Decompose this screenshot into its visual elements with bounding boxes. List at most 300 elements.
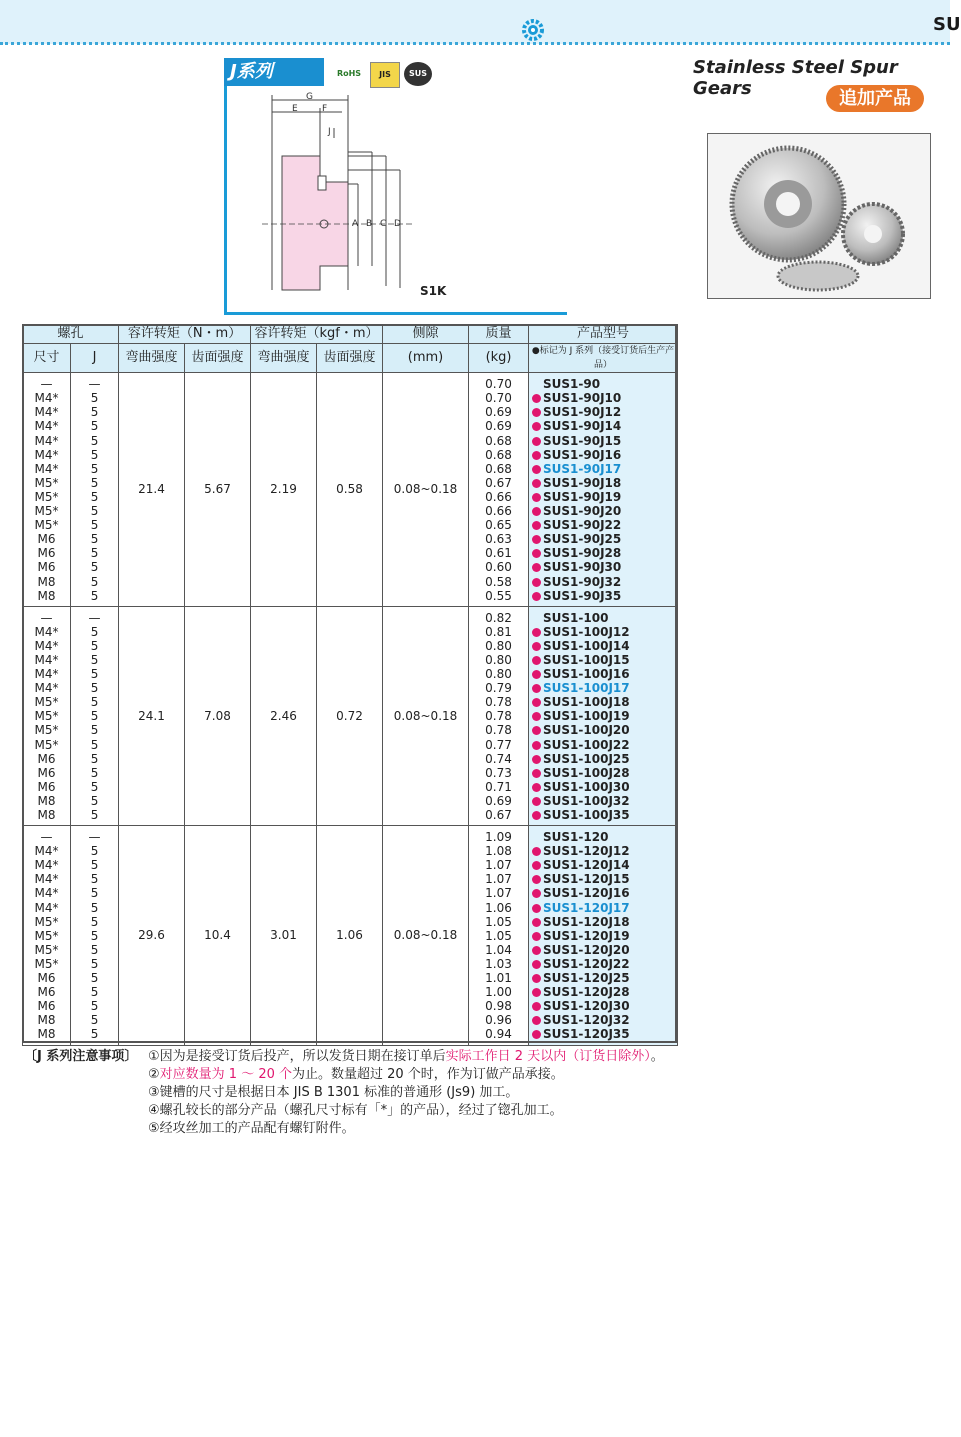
j-value: 5: [90, 765, 99, 780]
part-row: [532, 901, 677, 915]
j-value: 5: [90, 872, 99, 887]
part-row: [532, 752, 677, 766]
part-row: [532, 858, 677, 872]
part-row: [532, 808, 677, 822]
j-value: 5: [90, 419, 99, 434]
part-row: [532, 681, 677, 695]
j-series-dot-icon: [532, 493, 541, 502]
masse-value: 0.80: [485, 652, 512, 667]
part-number: SUS1-120J32: [543, 1013, 630, 1028]
part-row: [532, 504, 677, 518]
j-value: 5: [90, 709, 99, 724]
j-series-dot-icon: [532, 521, 541, 530]
part-row: [532, 738, 677, 752]
part-number: SUS1-90J17: [543, 461, 622, 476]
jis-icon: JIS: [370, 62, 400, 88]
j-series-dot-icon: [532, 946, 541, 955]
part-row: [532, 611, 677, 625]
part-row: [532, 448, 677, 462]
bend-strength-nm: 29.6: [119, 826, 185, 1045]
size-value: M5*: [34, 723, 59, 738]
hdr-bend-kgf: 弯曲强度: [251, 344, 317, 373]
backlash-value: 0.08~0.18: [383, 373, 469, 607]
masse-value: 0.68: [485, 461, 512, 476]
part-number: SUS1-90J14: [543, 419, 622, 434]
size-value: M5*: [34, 695, 59, 710]
part-number: SUS1-100J20: [543, 723, 630, 738]
j-series-dot-icon: [532, 1016, 541, 1025]
part-number: SUS1-100: [543, 610, 609, 625]
part-row: [532, 766, 677, 780]
part-row: [532, 794, 677, 808]
j-series-dot-icon: [532, 422, 541, 431]
part-number: SUS1-100J17: [543, 681, 630, 696]
j-series-dot-icon: [532, 712, 541, 721]
dim-label-a: A: [352, 219, 359, 229]
size-value: M6: [37, 985, 56, 1000]
new-product-badge: 追加产品: [826, 85, 924, 112]
part-row: [532, 1027, 677, 1041]
hdr-torque-kgf: 容许转矩（kgf・m）: [251, 325, 383, 344]
surface-strength-kgf: 0.72: [317, 606, 383, 825]
part-number: SUS1-100J32: [543, 793, 630, 808]
part-number: SUS1-100J25: [543, 751, 630, 766]
part-row: [532, 723, 677, 737]
part-number: SUS1-120J14: [543, 858, 630, 873]
j-value: 5: [90, 624, 99, 639]
surface-strength-nm: 7.08: [185, 606, 251, 825]
j-value: 5: [90, 489, 99, 504]
j-value: 5: [90, 751, 99, 766]
size-value: M5*: [34, 942, 59, 957]
part-row: [532, 985, 677, 999]
masse-value: 1.05: [485, 914, 512, 929]
note-5: ⑤经攻丝加工的产品配有螺钉附件。: [148, 1121, 355, 1136]
masse-value: 1.04: [485, 942, 512, 957]
part-row: [532, 667, 677, 681]
part-row: [532, 391, 677, 405]
j-value: 5: [90, 447, 99, 462]
j-series-dot-icon: [532, 479, 541, 488]
j-series-dot-icon: [532, 684, 541, 693]
j-series-dot-icon: [532, 769, 541, 778]
part-row: [532, 929, 677, 943]
dim-label-b: B: [366, 219, 373, 229]
j-value: 5: [90, 900, 99, 915]
size-value: M6: [37, 765, 56, 780]
dim-label-g: G: [306, 92, 313, 102]
part-row: [532, 462, 677, 476]
part-number: SUS1-90J32: [543, 574, 622, 589]
j-series-dot-icon: [532, 394, 541, 403]
bend-strength-kgf: 3.01: [251, 826, 317, 1045]
gear-icon: [521, 18, 545, 42]
j-value: 5: [90, 504, 99, 519]
j-series-dot-icon: [532, 783, 541, 792]
j-value: 5: [90, 391, 99, 406]
part-row: [532, 589, 677, 603]
part-row: [532, 971, 677, 985]
j-series-dot-icon: [532, 1002, 541, 1011]
j-series-dot-icon: [532, 797, 541, 806]
j-value: 5: [90, 574, 99, 589]
part-number: SUS1-100J14: [543, 638, 630, 653]
surface-strength-nm: 5.67: [185, 373, 251, 607]
masse-value: 0.71: [485, 779, 512, 794]
part-row: [532, 844, 677, 858]
masse-value: 1.03: [485, 956, 512, 971]
size-value: M5*: [34, 489, 59, 504]
j-series-dot-icon: [532, 563, 541, 572]
size-value: M4*: [34, 858, 59, 873]
part-number: SUS1-120J30: [543, 999, 630, 1014]
j-series-dot-icon: [532, 549, 541, 558]
masse-value: 0.68: [485, 447, 512, 462]
bend-strength-kgf: 2.19: [251, 373, 317, 607]
part-row: [532, 957, 677, 971]
j-series-dot-icon: [532, 726, 541, 735]
size-value: M4*: [34, 405, 59, 420]
masse-value: 0.60: [485, 560, 512, 575]
note-3: ③键槽的尺寸是根据日本 JIS B 1301 标准的普通形 (Js9) 加工。: [148, 1085, 519, 1100]
part-row: [532, 999, 677, 1013]
masse-value: 0.74: [485, 751, 512, 766]
size-value: M6: [37, 779, 56, 794]
part-number: SUS1-100J22: [543, 737, 630, 752]
j-value: 5: [90, 971, 99, 986]
part-row: [532, 377, 677, 391]
gear-dimension-diagram: [262, 90, 452, 300]
product-photo: [707, 133, 931, 299]
table-group: [23, 606, 678, 825]
size-value: M5*: [34, 956, 59, 971]
j-series-dot-icon: [532, 408, 541, 417]
hdr-part: 产品型号: [529, 325, 678, 344]
hdr-mass-unit: (kg): [469, 344, 529, 373]
part-number: SUS1-120J19: [543, 928, 630, 943]
masse-value: 0.81: [485, 624, 512, 639]
j-series-dot-icon: [532, 918, 541, 927]
size-value: M4*: [34, 667, 59, 682]
masse-value: 1.05: [485, 928, 512, 943]
part-row: [532, 532, 677, 546]
j-series-dot-icon: [532, 642, 541, 651]
size-value: M8: [37, 1027, 56, 1042]
part-number: SUS1-90J19: [543, 489, 622, 504]
masse-value: 1.07: [485, 886, 512, 901]
part-row: [532, 490, 677, 504]
j-value: 5: [90, 638, 99, 653]
j-value: 5: [90, 1027, 99, 1042]
product-title: Stainless Steel Spur Gears: [693, 57, 898, 99]
part-number: SUS1-120J15: [543, 872, 630, 887]
j-value: 5: [90, 779, 99, 794]
size-value: M6: [37, 560, 56, 575]
part-number: SUS1-100J28: [543, 765, 630, 780]
masse-value: 0.67: [485, 808, 512, 822]
masse-value: 0.80: [485, 667, 512, 682]
part-number: SUS1-90J30: [543, 560, 622, 575]
size-value: M5*: [34, 914, 59, 929]
dim-label-d: D: [394, 219, 401, 229]
size-value: —: [40, 830, 53, 845]
j-series-dot-icon: [532, 698, 541, 707]
masse-value: 1.00: [485, 985, 512, 1000]
j-value: 5: [90, 737, 99, 752]
size-value: M8: [37, 574, 56, 589]
hdr-mass: 质量: [469, 325, 529, 344]
size-value: M8: [37, 1013, 56, 1028]
part-row: [532, 653, 677, 667]
model-label: S1K: [420, 284, 447, 298]
bend-strength-nm: 21.4: [119, 373, 185, 607]
part-number: SUS1-100J35: [543, 808, 630, 822]
series-badge: J系列: [224, 58, 324, 86]
j-series-dot-icon: [532, 847, 541, 856]
size-value: M5*: [34, 475, 59, 490]
j-value: 5: [90, 667, 99, 682]
j-value: 5: [90, 1013, 99, 1028]
backlash-value: 0.08~0.18: [383, 826, 469, 1045]
j-series-dot-icon: [532, 861, 541, 870]
j-value: 5: [90, 723, 99, 738]
j-value: 5: [90, 999, 99, 1014]
j-value: 5: [90, 956, 99, 971]
part-row: [532, 695, 677, 709]
masse-value: 0.77: [485, 737, 512, 752]
j-series-dot-icon: [532, 670, 541, 679]
j-series-dot-icon: [532, 465, 541, 474]
size-value: M6: [37, 999, 56, 1014]
masse-value: 0.63: [485, 532, 512, 547]
masse-value: 1.09: [485, 830, 512, 845]
size-value: M5*: [34, 518, 59, 533]
note-2: ②对应数量为 1 ～ 20 个为止。数量超过 20 个时，作为订做产品承接。: [148, 1067, 564, 1082]
part-number: SUS1-90J10: [543, 391, 622, 406]
part-number: SUS1-100J18: [543, 695, 630, 710]
part-row: [532, 886, 677, 900]
part-number: SUS1-100J30: [543, 779, 630, 794]
size-value: M8: [37, 588, 56, 603]
size-value: M6: [37, 751, 56, 766]
j-series-dot-icon: [532, 755, 541, 764]
j-value: 5: [90, 886, 99, 901]
part-number: SUS1-100J15: [543, 652, 630, 667]
j-series-dot-icon: [532, 592, 541, 601]
j-value: 5: [90, 914, 99, 929]
part-number: SUS1-120J17: [543, 900, 630, 915]
masse-value: 0.98: [485, 999, 512, 1014]
masse-value: 0.69: [485, 793, 512, 808]
j-series-dot-icon: [532, 578, 541, 587]
j-value: 5: [90, 433, 99, 448]
size-value: M4*: [34, 391, 59, 406]
part-number: SUS1-120J20: [543, 942, 630, 957]
size-value: —: [40, 377, 53, 392]
size-value: M4*: [34, 900, 59, 915]
hdr-backlash-unit: (mm): [383, 344, 469, 373]
part-number: SUS1-120J28: [543, 985, 630, 1000]
size-value: M5*: [34, 928, 59, 943]
masse-value: 0.55: [485, 588, 512, 603]
masse-value: 0.66: [485, 504, 512, 519]
masse-value: 0.70: [485, 391, 512, 406]
masse-value: 0.65: [485, 518, 512, 533]
part-row: [532, 915, 677, 929]
table-group: [23, 373, 678, 607]
bend-strength-kgf: 2.46: [251, 606, 317, 825]
size-value: M5*: [34, 737, 59, 752]
part-number: SUS1-120: [543, 830, 609, 845]
part-number: SUS1-90J25: [543, 532, 622, 547]
j-series-dot-icon: [532, 889, 541, 898]
j-series-dot-icon: [532, 875, 541, 884]
hdr-torque-nm: 容许转矩（N・m）: [119, 325, 251, 344]
j-value: 5: [90, 475, 99, 490]
part-row: [532, 639, 677, 653]
j-value: 5: [90, 560, 99, 575]
hdr-backlash: 侧隙: [383, 325, 469, 344]
masse-value: 0.82: [485, 610, 512, 625]
masse-value: 0.58: [485, 574, 512, 589]
bend-strength-nm: 24.1: [119, 606, 185, 825]
surface-strength-kgf: 0.58: [317, 373, 383, 607]
part-row: [532, 709, 677, 723]
size-value: M6: [37, 532, 56, 547]
size-value: M8: [37, 808, 56, 822]
j-value: 5: [90, 546, 99, 561]
top-banner: [0, 0, 950, 44]
part-row: [532, 575, 677, 589]
masse-value: 1.08: [485, 844, 512, 859]
dim-label-f: F: [322, 104, 328, 114]
j-value: 5: [90, 518, 99, 533]
size-value: M4*: [34, 419, 59, 434]
j-series-dot-icon: [532, 628, 541, 637]
masse-value: 0.94: [485, 1027, 512, 1042]
part-row: [532, 943, 677, 957]
part-number: SUS1-90J22: [543, 518, 622, 533]
part-row: [532, 476, 677, 490]
surface-strength-nm: 10.4: [185, 826, 251, 1045]
j-series-dot-icon: [532, 960, 541, 969]
part-number: SUS1-90J28: [543, 546, 622, 561]
part-row: [532, 546, 677, 560]
part-row: [532, 560, 677, 574]
masse-value: 0.79: [485, 681, 512, 696]
j-value: —: [88, 377, 101, 392]
note-1: ①因为是接受订货后投产，所以发货日期在接订单后实际工作日 2 天以内（订货日除外）。: [148, 1049, 664, 1064]
sus-icon: SUS: [404, 62, 432, 86]
size-value: M4*: [34, 624, 59, 639]
dim-label-e: E: [292, 104, 298, 114]
part-number: SUS1-100J19: [543, 709, 630, 724]
part-number: SUS1-100J16: [543, 667, 630, 682]
part-row: [532, 419, 677, 433]
part-row: [532, 872, 677, 886]
corner-code: SU: [933, 14, 961, 35]
masse-value: 1.07: [485, 858, 512, 873]
hdr-surface-kgf: 齿面强度: [317, 344, 383, 373]
part-number: SUS1-100J12: [543, 624, 630, 639]
masse-value: 0.78: [485, 709, 512, 724]
j-value: —: [88, 830, 101, 845]
j-value: 5: [90, 844, 99, 859]
j-series-dot-icon: [532, 451, 541, 460]
table-group: [23, 826, 678, 1045]
part-row: [532, 625, 677, 639]
part-number: SUS1-90J35: [543, 588, 622, 603]
hdr-size: 尺寸: [23, 344, 71, 373]
j-value: 5: [90, 461, 99, 476]
part-row: [532, 405, 677, 419]
size-value: M4*: [34, 872, 59, 887]
size-value: M4*: [34, 844, 59, 859]
j-series-dot-icon: [532, 535, 541, 544]
j-value: 5: [90, 695, 99, 710]
part-number: SUS1-90J20: [543, 504, 622, 519]
j-value: 5: [90, 532, 99, 547]
size-value: M4*: [34, 461, 59, 476]
size-value: M5*: [34, 709, 59, 724]
dotted-divider: [0, 42, 950, 45]
j-value: 5: [90, 793, 99, 808]
part-number: SUS1-90: [543, 377, 601, 392]
masse-value: 1.07: [485, 872, 512, 887]
size-value: M4*: [34, 447, 59, 462]
size-value: M4*: [34, 886, 59, 901]
j-series-dot-icon: [532, 507, 541, 516]
masse-value: 0.66: [485, 489, 512, 504]
part-row: [532, 518, 677, 532]
j-value: 5: [90, 681, 99, 696]
j-value: 5: [90, 808, 99, 822]
size-value: M4*: [34, 681, 59, 696]
masse-value: 0.73: [485, 765, 512, 780]
part-number: SUS1-120J16: [543, 886, 630, 901]
masse-value: 0.67: [485, 475, 512, 490]
part-number: SUS1-120J22: [543, 956, 630, 971]
j-series-dot-icon: [532, 988, 541, 997]
j-value: 5: [90, 928, 99, 943]
size-value: M6: [37, 971, 56, 986]
masse-value: 1.06: [485, 900, 512, 915]
j-series-dot-icon: [532, 656, 541, 665]
part-row: [532, 830, 677, 844]
j-series-dot-icon: [532, 741, 541, 750]
dim-label-j: J: [328, 127, 331, 137]
note-4: ④螺孔较长的部分产品（螺孔尺寸标有「*」的产品），经过了锪孔加工。: [148, 1103, 563, 1118]
j-value: 5: [90, 652, 99, 667]
masse-value: 0.68: [485, 433, 512, 448]
masse-value: 0.80: [485, 638, 512, 653]
masse-value: 0.69: [485, 405, 512, 420]
part-number: SUS1-120J12: [543, 844, 630, 859]
hdr-bend-nm: 弯曲强度: [119, 344, 185, 373]
masse-value: 0.61: [485, 546, 512, 561]
j-value: 5: [90, 985, 99, 1000]
size-value: M4*: [34, 433, 59, 448]
j-series-dot-icon: [532, 437, 541, 446]
size-value: M4*: [34, 652, 59, 667]
masse-value: 0.69: [485, 419, 512, 434]
masse-value: 0.78: [485, 723, 512, 738]
j-value: 5: [90, 858, 99, 873]
j-series-dot-icon: [532, 811, 541, 820]
backlash-value: 0.08~0.18: [383, 606, 469, 825]
part-row: [532, 1013, 677, 1027]
part-number: SUS1-120J18: [543, 914, 630, 929]
